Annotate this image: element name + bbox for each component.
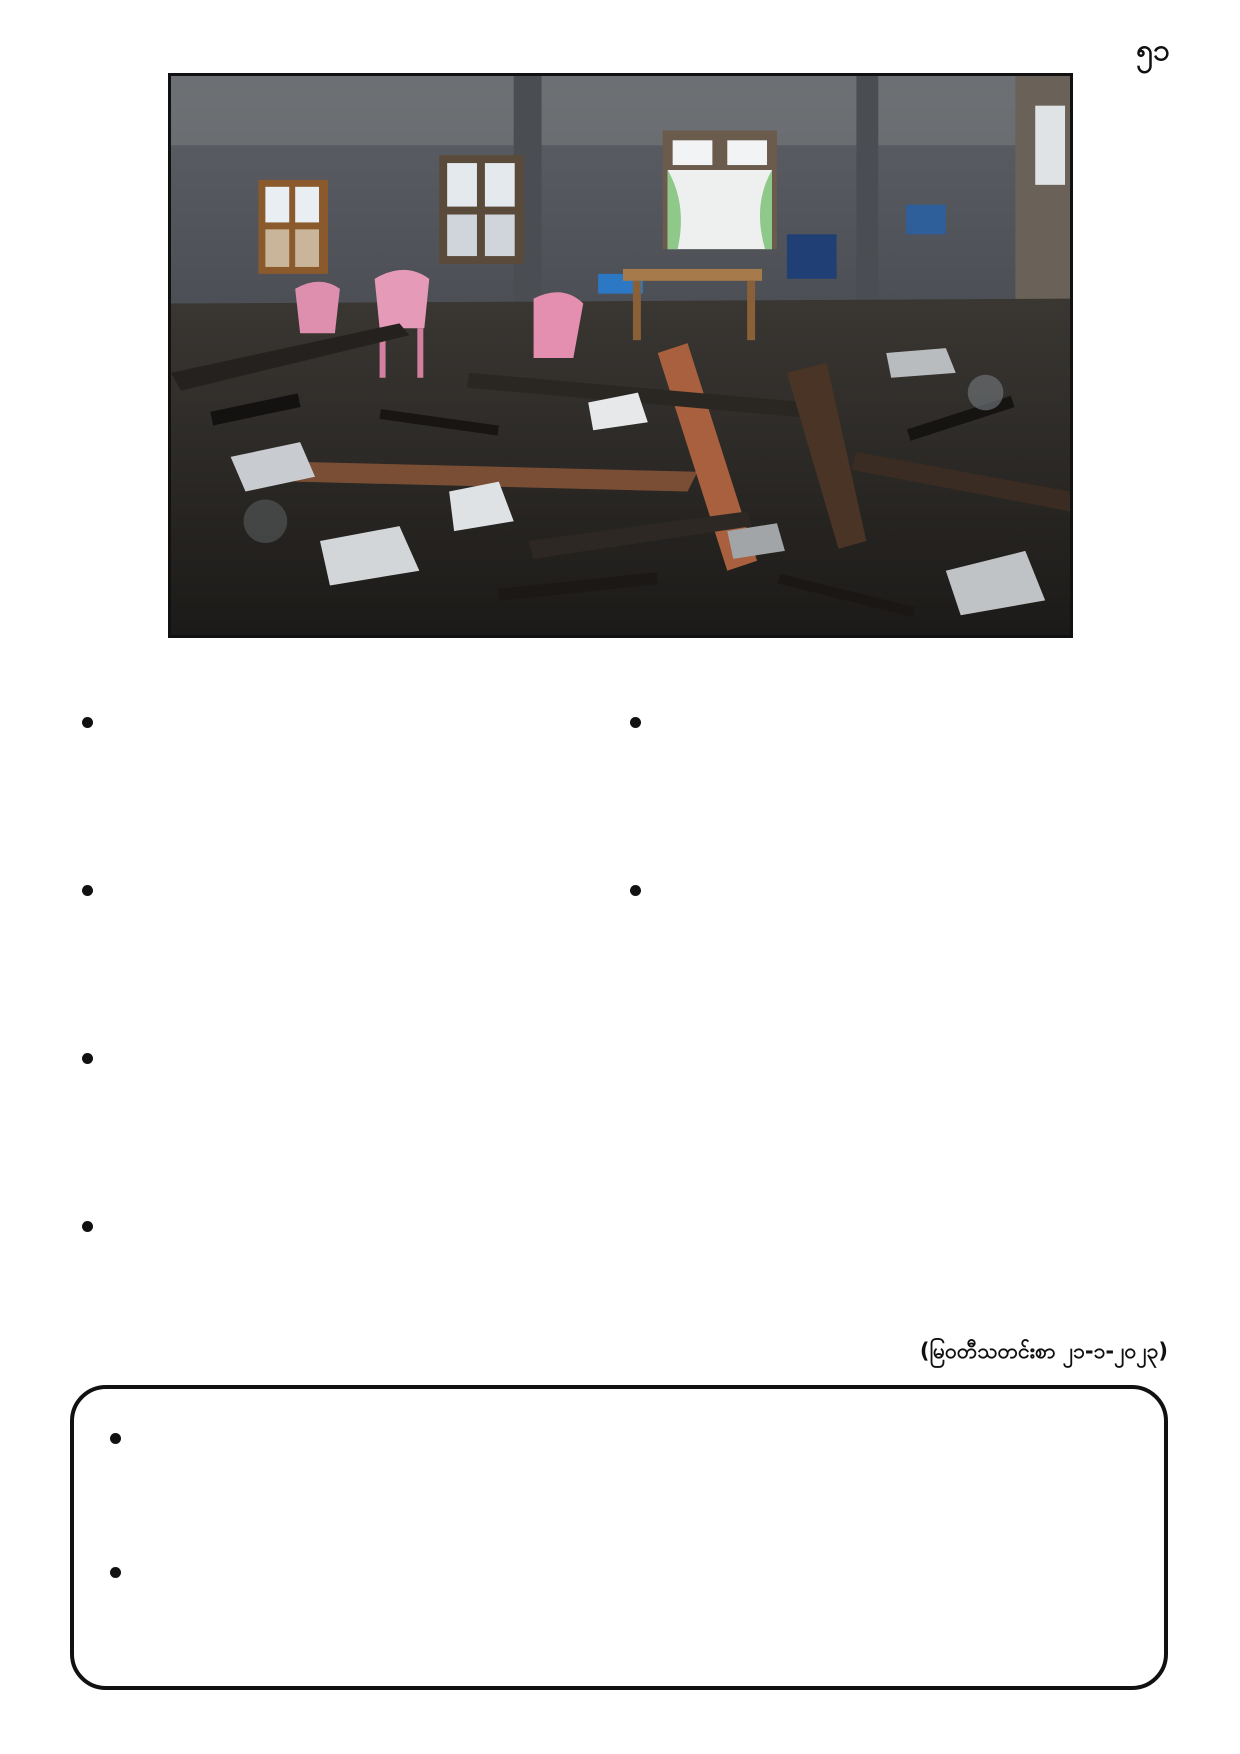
list-item — [628, 696, 1168, 846]
photo-caption — [168, 650, 1073, 678]
right-column — [628, 696, 1168, 1369]
bullet-icon — [82, 1221, 93, 1232]
bullet-icon — [630, 885, 641, 896]
bullet-icon — [82, 885, 93, 896]
notice-box — [70, 1385, 1168, 1690]
notice-item — [110, 1417, 1128, 1537]
list-item — [80, 864, 610, 1014]
list-item — [80, 1032, 610, 1182]
notice-item — [110, 1551, 1128, 1671]
bullet-icon — [82, 1053, 93, 1064]
news-source: (မြဝတီသတင်းစာ ၂၁-၁-၂၀၂၃) — [919, 1339, 1168, 1363]
bullet-icon — [82, 717, 93, 728]
page-number: ၅၁ — [1136, 33, 1170, 68]
left-column — [80, 696, 610, 1368]
list-item — [80, 696, 610, 846]
list-item — [628, 864, 1168, 1014]
bullet-icon — [110, 1433, 121, 1444]
bullet-icon — [630, 717, 641, 728]
summary-paragraph — [628, 1032, 1168, 1332]
list-item — [80, 1200, 610, 1350]
burned-office-photo — [168, 73, 1073, 638]
bullet-icon — [110, 1567, 121, 1578]
